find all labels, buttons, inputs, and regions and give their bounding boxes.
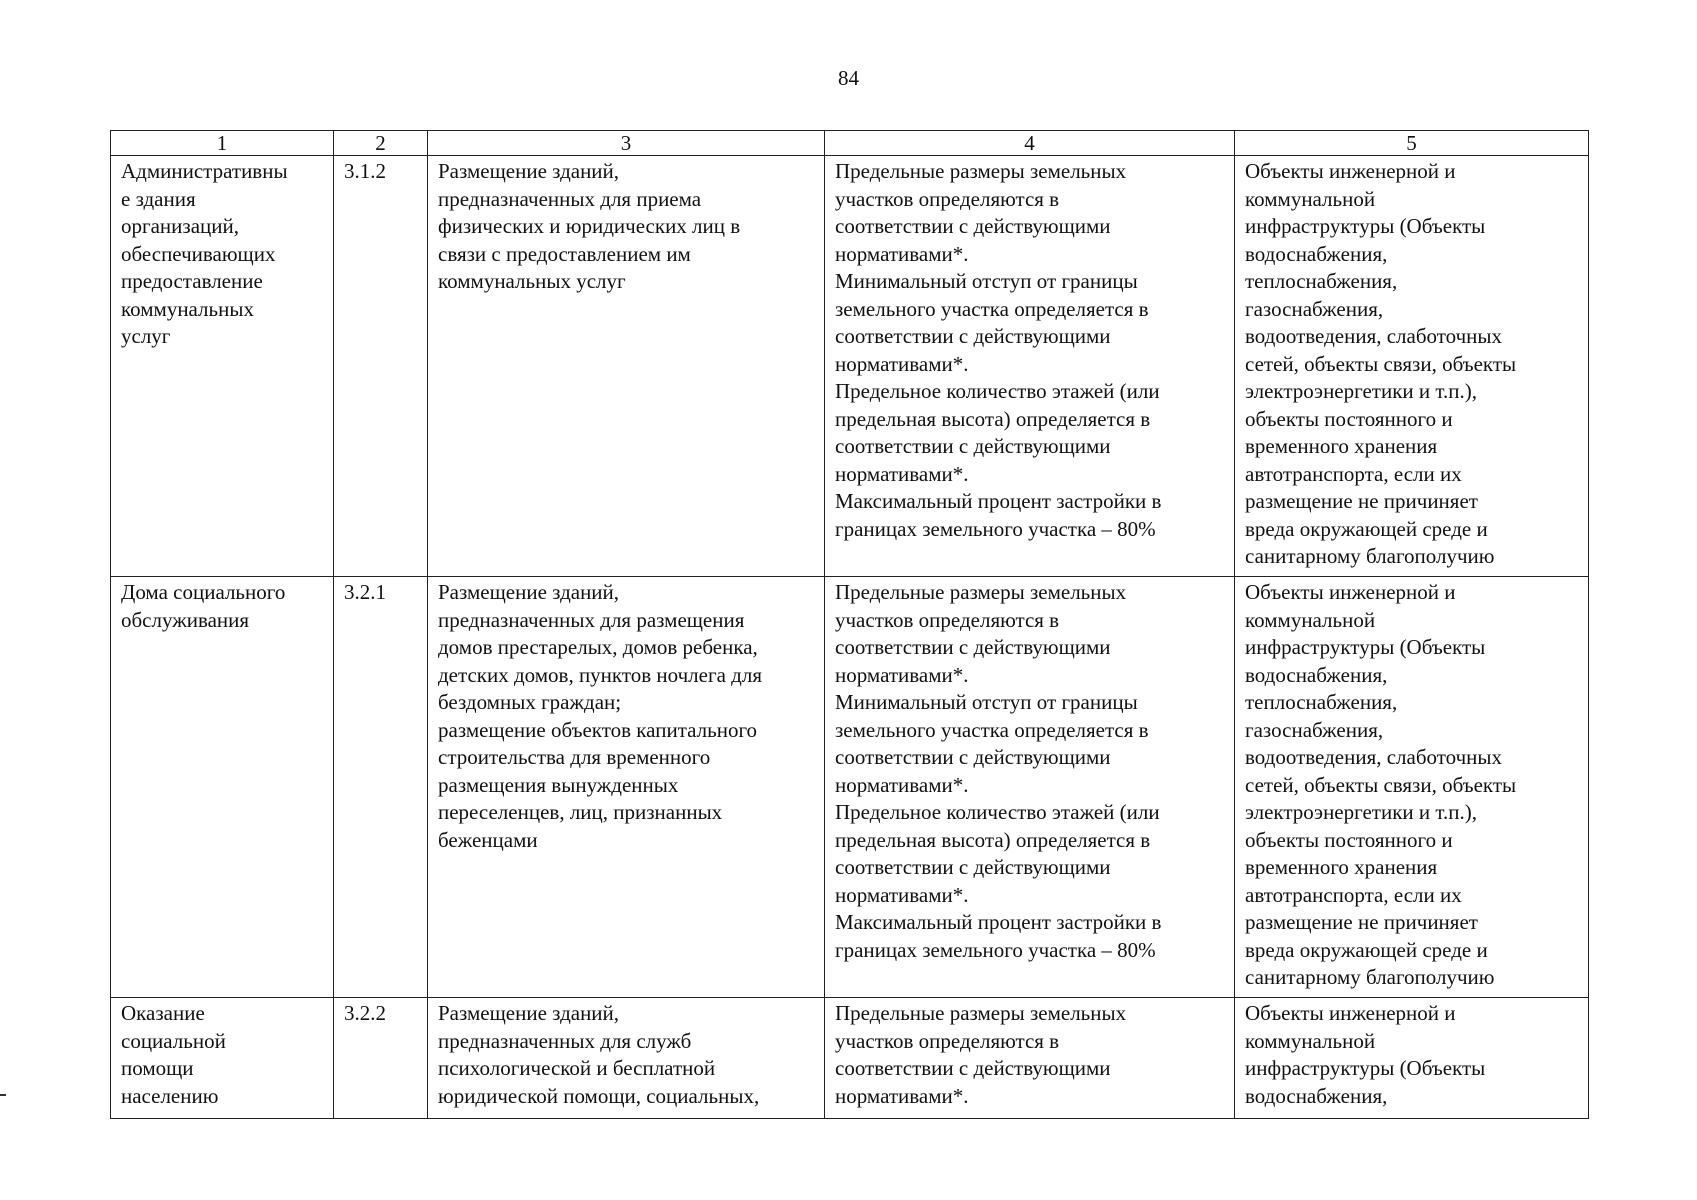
table-row [111, 156, 1589, 577]
column-header-3: 3 [428, 131, 825, 156]
use-description-cell: Размещение зданий, предназначенных для приема физических и юридических лиц в связи с предоставлением им коммунальных услуг [428, 156, 825, 577]
parameters-cell: Предельные размеры земельных участков определяются в соответствии с действующими нормативами*. [825, 998, 1235, 1119]
parameters-cell: Предельные размеры земельных участков определяются в соответствии с действующими нормативами*. Минимальный отступ от границы земельного участка определяется в соответствии с действующими нормативами*. Предельное количество этажей (или предельная высота) определяется в соответствии с действующими нормативами*. Максимальный процент застройки в границах земельного участка – 80% [825, 577, 1235, 998]
column-header-5: 5 [1235, 131, 1589, 156]
auxiliary-uses-cell: Объекты инженерной и коммунальной инфраструктуры (Объекты водоснабжения, [1235, 998, 1589, 1119]
auxiliary-uses-cell: Объекты инженерной и коммунальной инфраструктуры (Объекты водоснабжения, теплоснабжения, газоснабжения, водоотведения, слаботочных сетей, объекты связи, объекты электроэнергетики и т.п.), объекты постоянного и временного хранения автотранспорта, если их размещение не причиняет вреда окружающей среде и санитарному благополучию [1235, 156, 1589, 577]
use-description-cell: Размещение зданий, предназначенных для служб психологической и бесплатной юридической помощи, социальных, [428, 998, 825, 1119]
use-name-cell: Административны е здания организаций, обеспечивающих предоставление коммунальных услуг [111, 156, 334, 577]
column-header-4: 4 [825, 131, 1235, 156]
use-name-cell: Дома социального обслуживания [111, 577, 334, 998]
land-use-table [110, 130, 1589, 1119]
column-header-2: 2 [334, 131, 428, 156]
margin-mark [0, 1094, 6, 1096]
use-name-cell: Оказание социальной помощи населению [111, 998, 334, 1119]
table-row [111, 577, 1589, 998]
use-code-cell: 3.2.2 [334, 998, 428, 1119]
table-header-row [111, 131, 1589, 156]
page-number: 84 [838, 66, 859, 90]
parameters-cell: Предельные размеры земельных участков определяются в соответствии с действующими нормативами*. Минимальный отступ от границы земельного участка определяется в соответствии с действующими нормативами*. Предельное количество этажей (или предельная высота) определяется в соответствии с действующими нормативами*. Максимальный процент застройки в границах земельного участка – 80% [825, 156, 1235, 577]
auxiliary-uses-cell: Объекты инженерной и коммунальной инфраструктуры (Объекты водоснабжения, теплоснабжения, газоснабжения, водоотведения, слаботочных сетей, объекты связи, объекты электроэнергетики и т.п.), объекты постоянного и временного хранения автотранспорта, если их размещение не причиняет вреда окружающей среде и санитарному благополучию [1235, 577, 1589, 998]
use-code-cell: 3.1.2 [334, 156, 428, 577]
use-description-cell: Размещение зданий, предназначенных для размещения домов престарелых, домов ребенка, детских домов, пунктов ночлега для бездомных граждан; размещение объектов капитального строительства для временного размещения вынужденных переселенцев, лиц, признанных беженцами [428, 577, 825, 998]
column-header-1: 1 [111, 131, 334, 156]
use-code-cell: 3.2.1 [334, 577, 428, 998]
table-row [111, 998, 1589, 1119]
